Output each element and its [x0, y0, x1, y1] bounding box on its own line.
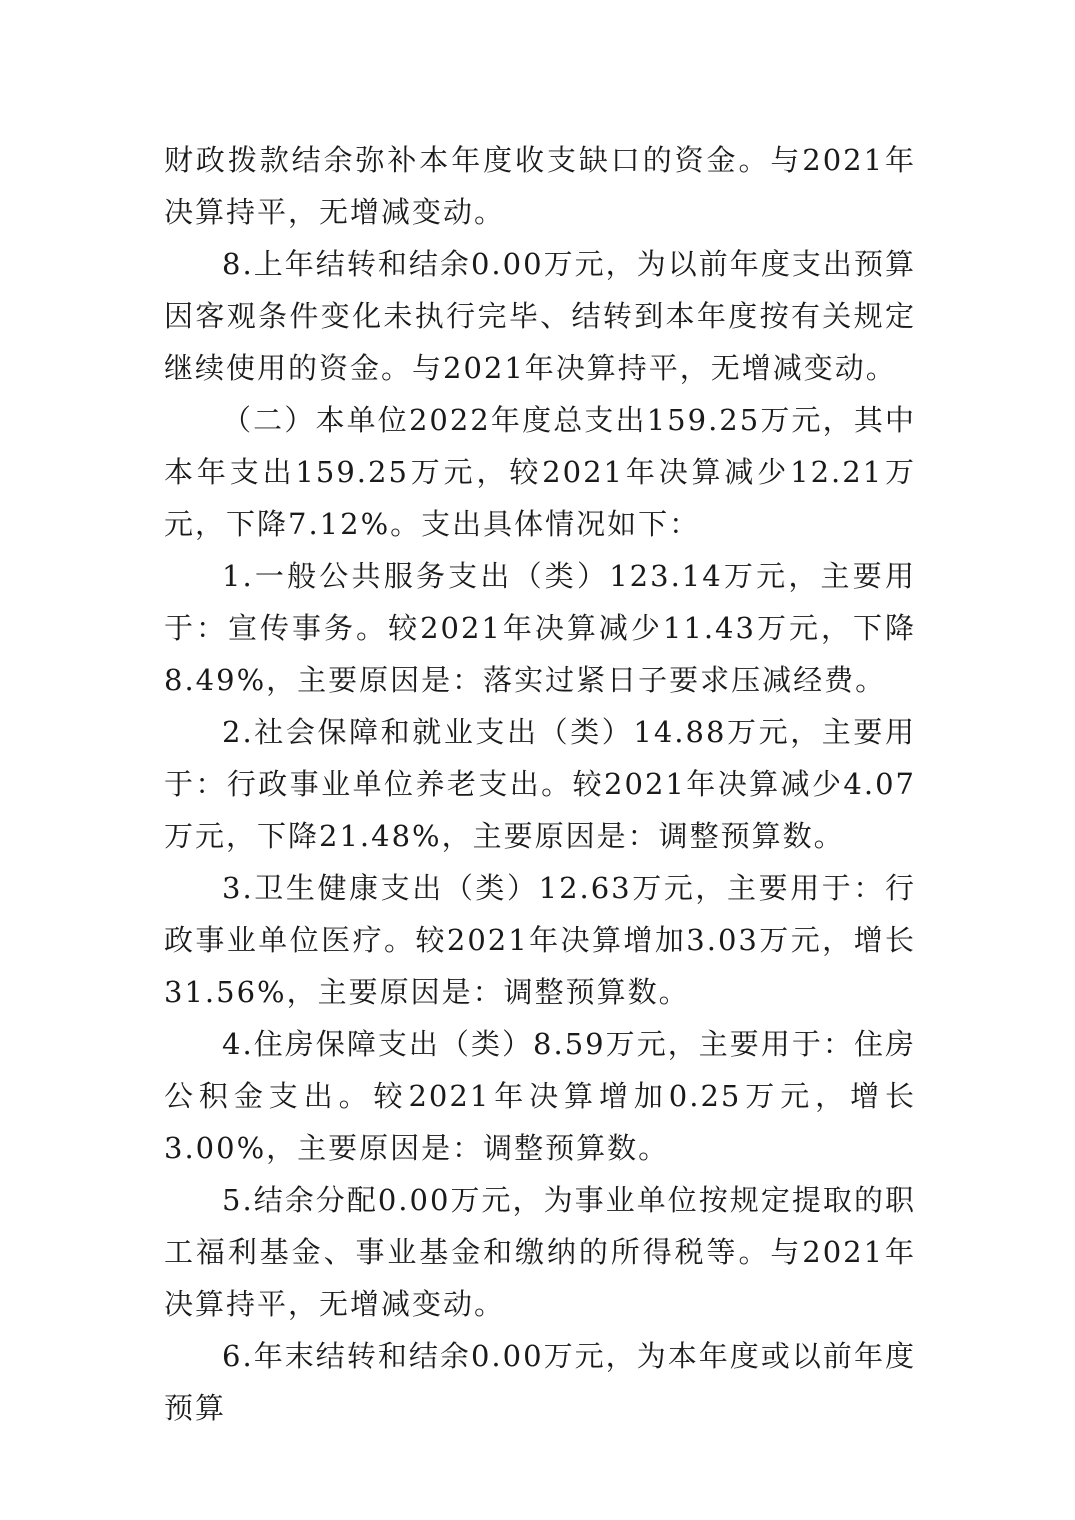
paragraph-item-1-public-services: 1.一般公共服务支出（类）123.14万元，主要用于：宣传事务。较2021年决算减少11.43万元，下降8.49%，主要原因是：落实过紧日子要求压减经费。: [164, 559, 916, 697]
paragraph-continuation: 财政拨款结余弥补本年度收支缺口的资金。与2021年决算持平，无增减变动。: [164, 143, 916, 229]
paragraph-item-2-social-security: 2.社会保障和就业支出（类）14.88万元，主要用于：行政事业单位养老支出。较2021年决算减少4.07万元，下降21.48%，主要原因是：调整预算数。: [164, 715, 916, 853]
document-body: [164, 134, 916, 1434]
paragraph-item-8-prior-carryover: 8.上年结转和结余0.00万元，为以前年度支出预算因客观条件变化未执行完毕、结转到本年度按有关规定继续使用的资金。与2021年决算持平，无增减变动。: [164, 247, 916, 385]
paragraph-item-6-year-end-carryover: 6.年末结转和结余0.00万元，为本年度或以前年度预算: [164, 1339, 916, 1425]
paragraph-item-4-housing: 4.住房保障支出（类）8.59万元，主要用于：住房公积金支出。较2021年决算增加0.25万元，增长3.00%，主要原因是：调整预算数。: [164, 1027, 916, 1165]
paragraph-section-2-total-expenditure: （二）本单位2022年度总支出159.25万元，其中本年支出159.25万元，较2021年决算减少12.21万元，下降7.12%。支出具体情况如下：: [164, 403, 916, 541]
paragraph-item-3-health: 3.卫生健康支出（类）12.63万元，主要用于：行政事业单位医疗。较2021年决算增加3.03万元，增长31.56%，主要原因是：调整预算数。: [164, 871, 916, 1009]
paragraph-item-5-surplus-distribution: 5.结余分配0.00万元，为事业单位按规定提取的职工福利基金、事业基金和缴纳的所得税等。与2021年决算持平，无增减变动。: [164, 1183, 916, 1321]
